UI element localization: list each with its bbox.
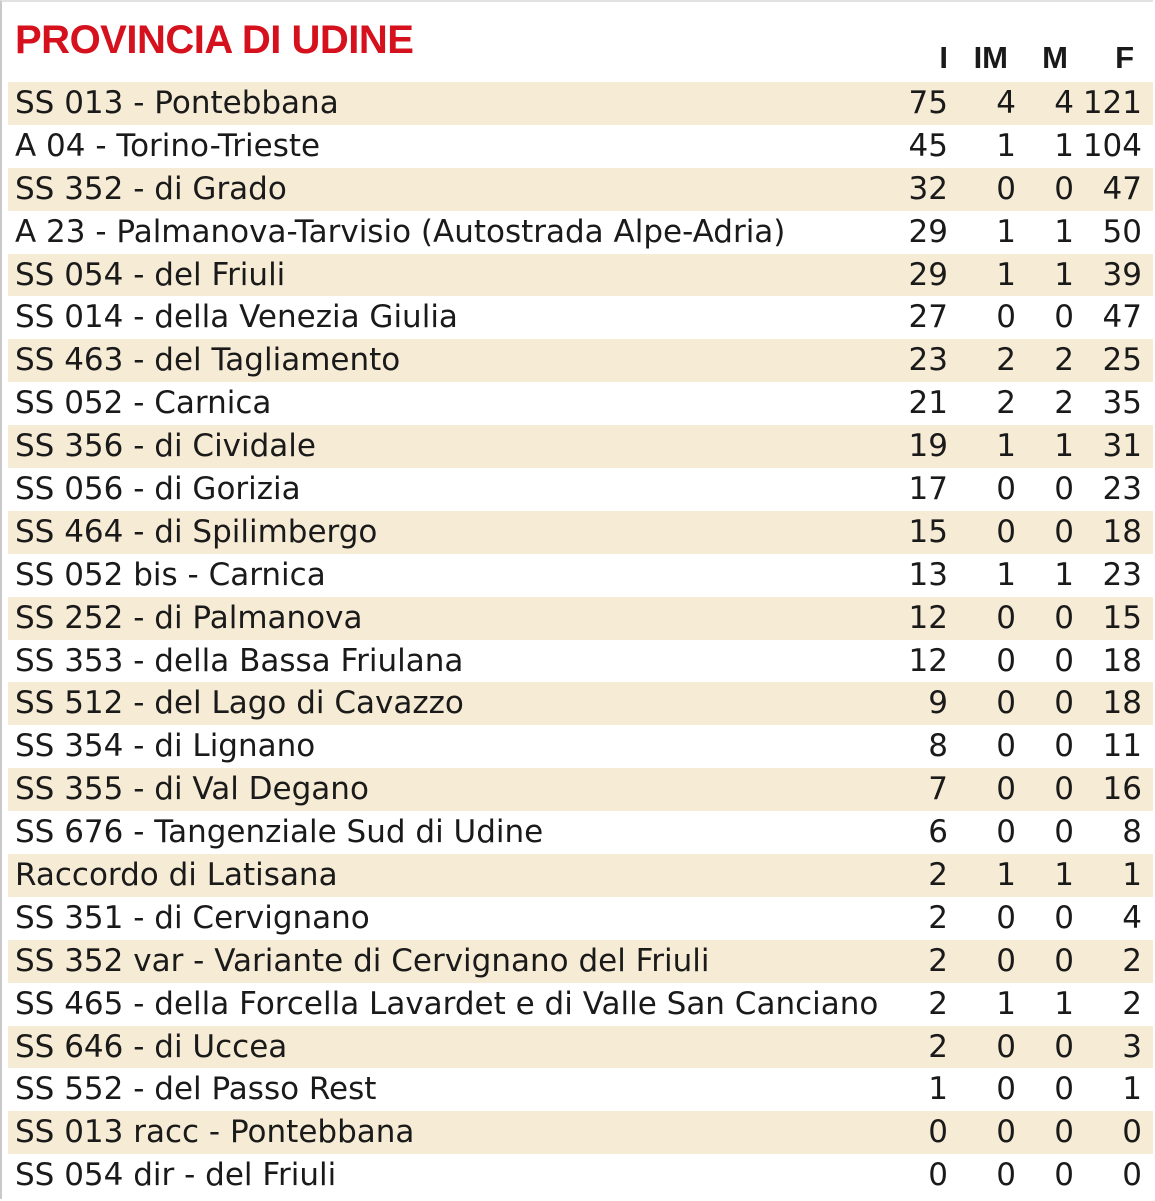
table-row [8,511,1153,554]
cell-m: 0 [1054,942,1074,979]
cell-f: 3 [1122,1028,1142,1065]
cell-m: 2 [1054,342,1074,379]
cell-m: 0 [1054,1071,1074,1108]
table-body [8,82,1153,1197]
cell-i: 45 [908,127,948,164]
table-row [8,125,1153,168]
cell-m: 1 [1054,428,1074,465]
cell-f: 2 [1122,985,1142,1022]
cell-im: 0 [996,771,1016,808]
row-name: SS 465 - della Forcella Lavardet e di Valle San Canciano [15,985,879,1022]
cell-f: 11 [1102,728,1142,765]
cell-m: 0 [1054,299,1074,336]
cell-im: 0 [996,599,1016,636]
table-row [8,597,1153,640]
table-row [8,468,1153,511]
table-row [8,254,1153,297]
cell-im: 1 [996,985,1016,1022]
cell-im: 2 [996,342,1016,379]
table-row [8,725,1153,768]
cell-im: 0 [996,170,1016,207]
cell-f: 47 [1102,170,1142,207]
table-row [8,82,1153,125]
cell-i: 2 [928,1028,948,1065]
row-name: SS 056 - di Gorizia [15,471,301,508]
column-header-f: F [1115,40,1134,75]
row-name: SS 352 - di Grado [15,170,287,207]
cell-i: 27 [908,299,948,336]
cell-m: 0 [1054,728,1074,765]
cell-i: 21 [908,385,948,422]
table-row [8,296,1153,339]
cell-f: 1 [1122,857,1142,894]
table-row [8,640,1153,683]
table-row [8,425,1153,468]
table-row [8,1111,1153,1154]
cell-i: 7 [928,771,948,808]
cell-f: 1 [1122,1071,1142,1108]
table-row [8,339,1153,382]
cell-i: 2 [928,899,948,936]
cell-im: 1 [996,556,1016,593]
cell-m: 0 [1054,513,1074,550]
cell-f: 18 [1102,642,1142,679]
cell-f: 16 [1102,771,1142,808]
column-header-im: IM [973,40,1008,75]
cell-i: 15 [908,513,948,550]
cell-m: 4 [1054,85,1074,121]
cell-i: 29 [908,256,948,293]
cell-i: 13 [908,556,948,593]
table-row [8,211,1153,254]
table-row [8,897,1153,940]
cell-i: 1 [928,1071,948,1108]
cell-im: 0 [996,1028,1016,1065]
row-name: SS 052 bis - Carnica [15,556,326,593]
cell-i: 19 [908,428,948,465]
row-name: SS 054 - del Friuli [15,256,286,293]
cell-i: 9 [928,685,948,722]
table-row [8,554,1153,597]
page-title: PROVINCIA DI UDINE [15,18,414,62]
cell-im: 0 [996,899,1016,936]
cell-i: 0 [928,1157,948,1194]
table-row [8,1026,1153,1069]
row-name: SS 013 racc - Pontebbana [15,1114,415,1151]
row-name: Raccordo di Latisana [15,857,338,894]
row-name: SS 463 - del Tagliamento [15,342,401,379]
cell-f: 15 [1102,599,1142,636]
cell-im: 1 [996,127,1016,164]
cell-im: 1 [996,256,1016,293]
cell-m: 1 [1054,213,1074,250]
table-header [0,40,1153,80]
cell-im: 1 [996,213,1016,250]
cell-i: 32 [908,170,948,207]
row-name: SS 354 - di Lignano [15,728,316,765]
cell-f: 121 [1082,85,1142,121]
cell-f: 4 [1122,899,1142,936]
cell-f: 39 [1102,256,1142,293]
cell-f: 0 [1122,1157,1142,1194]
cell-m: 1 [1054,857,1074,894]
cell-im: 4 [996,85,1016,121]
cell-im: 0 [996,814,1016,851]
cell-m: 0 [1054,599,1074,636]
cell-i: 8 [928,728,948,765]
table-row [8,1068,1153,1111]
cell-i: 12 [908,599,948,636]
column-header-m: M [1042,40,1068,75]
table-row [8,983,1153,1026]
cell-i: 2 [928,942,948,979]
cell-m: 0 [1054,1157,1074,1194]
cell-f: 18 [1102,513,1142,550]
cell-f: 25 [1102,342,1142,379]
cell-f: 31 [1102,428,1142,465]
row-name: SS 552 - del Passo Rest [15,1071,377,1108]
row-name: A 04 - Torino-Trieste [15,127,321,164]
cell-i: 2 [928,857,948,894]
cell-im: 0 [996,1157,1016,1194]
row-name: SS 252 - di Palmanova [15,599,363,636]
cell-f: 23 [1102,471,1142,508]
cell-i: 17 [908,471,948,508]
cell-im: 0 [996,471,1016,508]
cell-im: 0 [996,1071,1016,1108]
cell-m: 0 [1054,685,1074,722]
cell-m: 1 [1054,985,1074,1022]
cell-m: 0 [1054,814,1074,851]
cell-im: 1 [996,428,1016,465]
row-name: SS 052 - Carnica [15,385,272,422]
cell-im: 0 [996,728,1016,765]
table-row [8,382,1153,425]
cell-f: 8 [1122,814,1142,851]
table-row [8,1154,1153,1197]
row-name: SS 352 var - Variante di Cervignano del Friuli [15,942,710,979]
cell-i: 6 [928,814,948,851]
row-name: SS 014 - della Venezia Giulia [15,299,458,336]
row-name: A 23 - Palmanova-Tarvisio (Autostrada Alpe-Adria) [15,213,786,250]
table-row [8,854,1153,897]
cell-m: 0 [1054,1114,1074,1151]
cell-im: 2 [996,385,1016,422]
row-name: SS 013 - Pontebbana [15,85,339,121]
row-name: SS 356 - di Cividale [15,428,316,465]
cell-m: 0 [1054,471,1074,508]
row-name: SS 646 - di Uccea [15,1028,288,1065]
row-name: SS 676 - Tangenziale Sud di Udine [15,814,544,851]
cell-i: 12 [908,642,948,679]
row-name: SS 355 - di Val Degano [15,771,369,808]
row-name: SS 353 - della Bassa Friulana [15,642,464,679]
cell-i: 23 [908,342,948,379]
table-row [8,682,1153,725]
cell-i: 0 [928,1114,948,1151]
cell-i: 29 [908,213,948,250]
cell-im: 0 [996,642,1016,679]
table-row [8,768,1153,811]
table-row [8,811,1153,854]
cell-f: 2 [1122,942,1142,979]
cell-f: 0 [1122,1114,1142,1151]
cell-f: 50 [1102,213,1142,250]
cell-im: 0 [996,299,1016,336]
column-header-i: I [939,40,948,75]
cell-im: 0 [996,513,1016,550]
cell-f: 35 [1102,385,1142,422]
cell-m: 0 [1054,170,1074,207]
cell-m: 0 [1054,1028,1074,1065]
cell-im: 0 [996,1114,1016,1151]
cell-im: 0 [996,685,1016,722]
table-row [8,940,1153,983]
cell-m: 1 [1054,127,1074,164]
cell-i: 75 [908,85,948,121]
row-name: SS 464 - di Spilimbergo [15,513,378,550]
cell-f: 47 [1102,299,1142,336]
cell-m: 0 [1054,899,1074,936]
cell-m: 0 [1054,642,1074,679]
cell-im: 0 [996,942,1016,979]
cell-m: 2 [1054,385,1074,422]
cell-f: 104 [1082,127,1142,164]
row-name: SS 351 - di Cervignano [15,899,370,936]
cell-f: 18 [1102,685,1142,722]
row-name: SS 512 - del Lago di Cavazzo [15,685,464,722]
cell-f: 23 [1102,556,1142,593]
cell-m: 1 [1054,556,1074,593]
cell-i: 2 [928,985,948,1022]
row-name: SS 054 dir - del Friuli [15,1157,337,1194]
table-row [8,168,1153,211]
cell-im: 1 [996,857,1016,894]
cell-m: 0 [1054,771,1074,808]
cell-m: 1 [1054,256,1074,293]
